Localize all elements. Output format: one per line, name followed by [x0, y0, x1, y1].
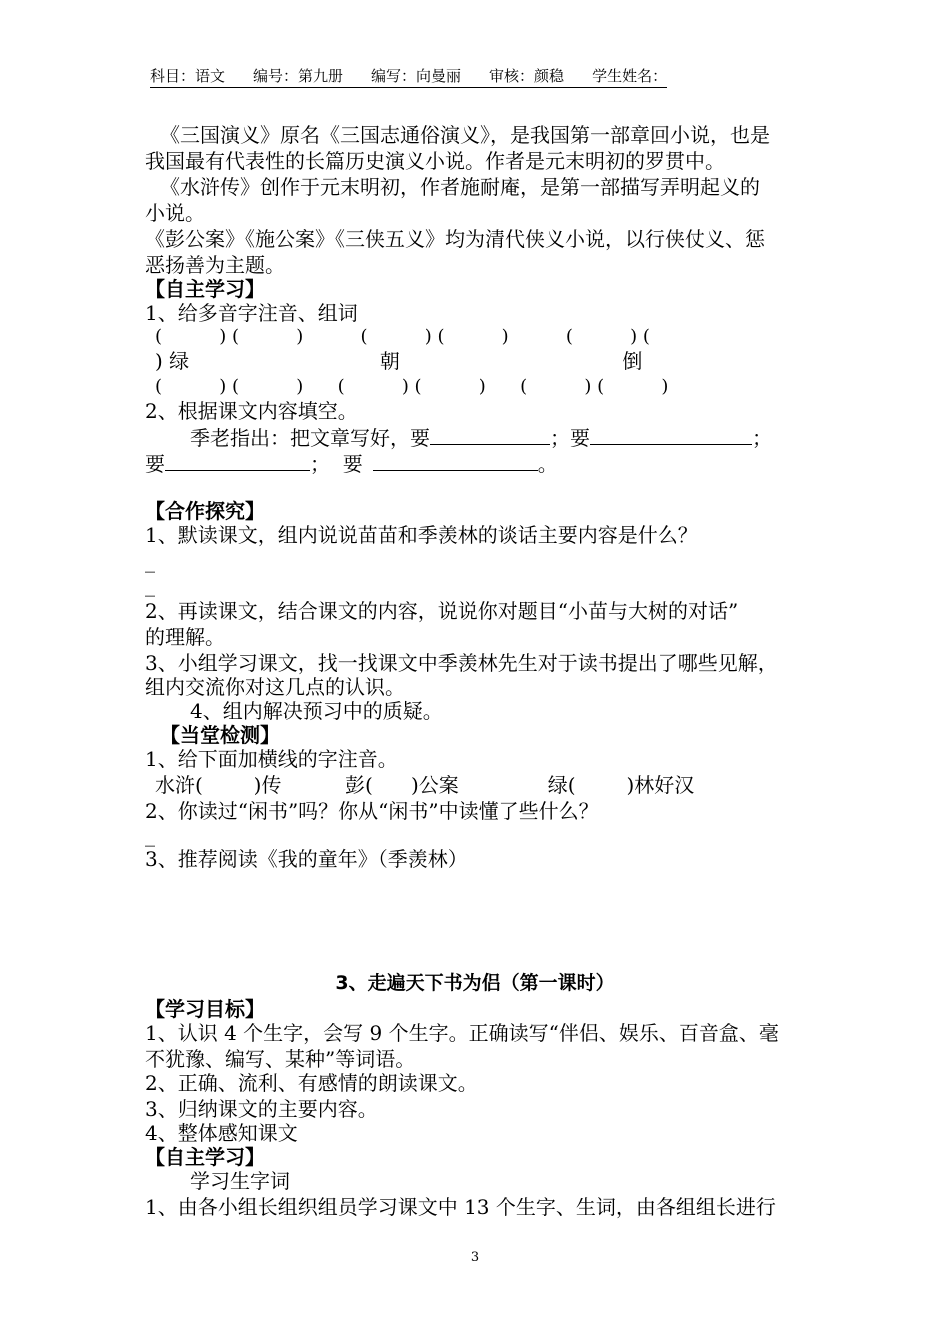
pinyin-paren-row: ( ) ( ) ( ) ( ) ( ) ( ): [155, 376, 669, 397]
question: 2、根据课文内容填空。: [145, 399, 358, 423]
question: 1、给下面加横线的字注音。: [145, 747, 398, 771]
fill-text: ；要: [550, 426, 590, 450]
cooperation-heading: 【合作探究】: [145, 499, 265, 523]
question: 3、小组学习课文，找一找课文中季羡林先生对于读书提出了哪些见解，: [145, 651, 778, 675]
header-subject: 科目：语文: [150, 67, 226, 85]
answer-dash: _: [145, 549, 155, 573]
lesson-title: 3、走遍天下书为侣（第一课时）: [335, 972, 615, 994]
instruction-line: 1、由各小组长组织组员学习课文中 13 个生字、生词，由各组组长进行: [145, 1195, 776, 1219]
fill-blank[interactable]: [590, 424, 752, 445]
fill-blank-line: [190, 424, 772, 451]
fill-blank[interactable]: [430, 424, 550, 445]
fill-text: 。: [537, 452, 558, 476]
goal-line: 3、归纳课文的主要内容。: [145, 1097, 378, 1121]
fill-blank[interactable]: [165, 450, 310, 471]
intro-line: 《彭公案》《施公案》《三侠五义》均为清代侠义小说，以行侠仗义、惩: [145, 227, 765, 251]
question: 3、推荐阅读《我的童年》（季羡林）: [145, 847, 468, 871]
goal-line: 4、整体感知课文: [145, 1121, 298, 1145]
polyphone-chars-row: ) 绿 朝 倒: [155, 349, 643, 373]
question: 1、给多音字注音、组词: [145, 301, 358, 325]
goal-line: 不犹豫、编写、某种”等词语。: [145, 1047, 416, 1071]
pinyin-row: 水浒( )传 彭( )公案 绿( )林好汉: [155, 773, 695, 797]
fill-text: ； 要: [310, 452, 363, 476]
question: 4、组内解决预习中的质疑。: [190, 699, 443, 723]
intro-line: 《水浒传》创作于元末明初，作者施耐庵，是第一部描写弄明起义的: [160, 175, 760, 199]
question: 2、你读过“闲书”吗？你从“闲书”中读懂了些什么？: [145, 799, 599, 823]
goal-line: 2、正确、流利、有感情的朗读课文。: [145, 1071, 478, 1095]
page-number: 3: [470, 1250, 480, 1265]
subheading: 学习生字词: [190, 1169, 290, 1193]
header-number: 编号：第九册: [253, 67, 344, 85]
pinyin-paren-row: ( ) ( ) ( ) ( ) ( ) (: [155, 326, 650, 347]
answer-dash: _: [145, 823, 155, 847]
fill-text: ；: [752, 426, 772, 450]
header-author: 编写：向曼丽: [371, 67, 462, 85]
fill-blank[interactable]: [373, 450, 538, 471]
intro-line: 《三国演义》原名《三国志通俗演义》，是我国第一部章回小说，也是: [160, 123, 770, 147]
fill-text: 要: [145, 452, 165, 476]
header-student-name: 学生姓名：: [592, 67, 668, 85]
goal-line: 1、认识 4 个生字，会写 9 个生字。正确读写“伴侣、娱乐、百音盒、毫: [145, 1021, 779, 1045]
question: 组内交流你对这几点的认识。: [145, 675, 405, 699]
question: 2、再读课文，结合课文的内容，说说你对题目“小苗与大树的对话”: [145, 599, 739, 623]
question: 1、默读课文，组内说说苗苗和季羡林的谈话主要内容是什么？: [145, 523, 698, 547]
fill-text: 季老指出：把文章写好，要: [190, 426, 430, 450]
answer-dash: _: [145, 573, 155, 597]
self-study-heading: 【自主学习】: [145, 277, 265, 301]
check-heading: 【当堂检测】: [160, 723, 280, 747]
intro-line: 恶扬善为主题。: [145, 253, 285, 277]
header-review: 审核：颜稳: [489, 67, 565, 85]
goals-heading: 【学习目标】: [145, 997, 265, 1021]
intro-line: 我国最有代表性的长篇历史演义小说。作者是元末明初的罗贯中。: [145, 149, 725, 173]
fill-blank-line: [145, 450, 558, 477]
self-study-heading: 【自主学习】: [145, 1145, 265, 1169]
page-header: [150, 66, 667, 88]
question: 的理解。: [145, 625, 225, 649]
intro-line: 小说。: [145, 201, 205, 225]
